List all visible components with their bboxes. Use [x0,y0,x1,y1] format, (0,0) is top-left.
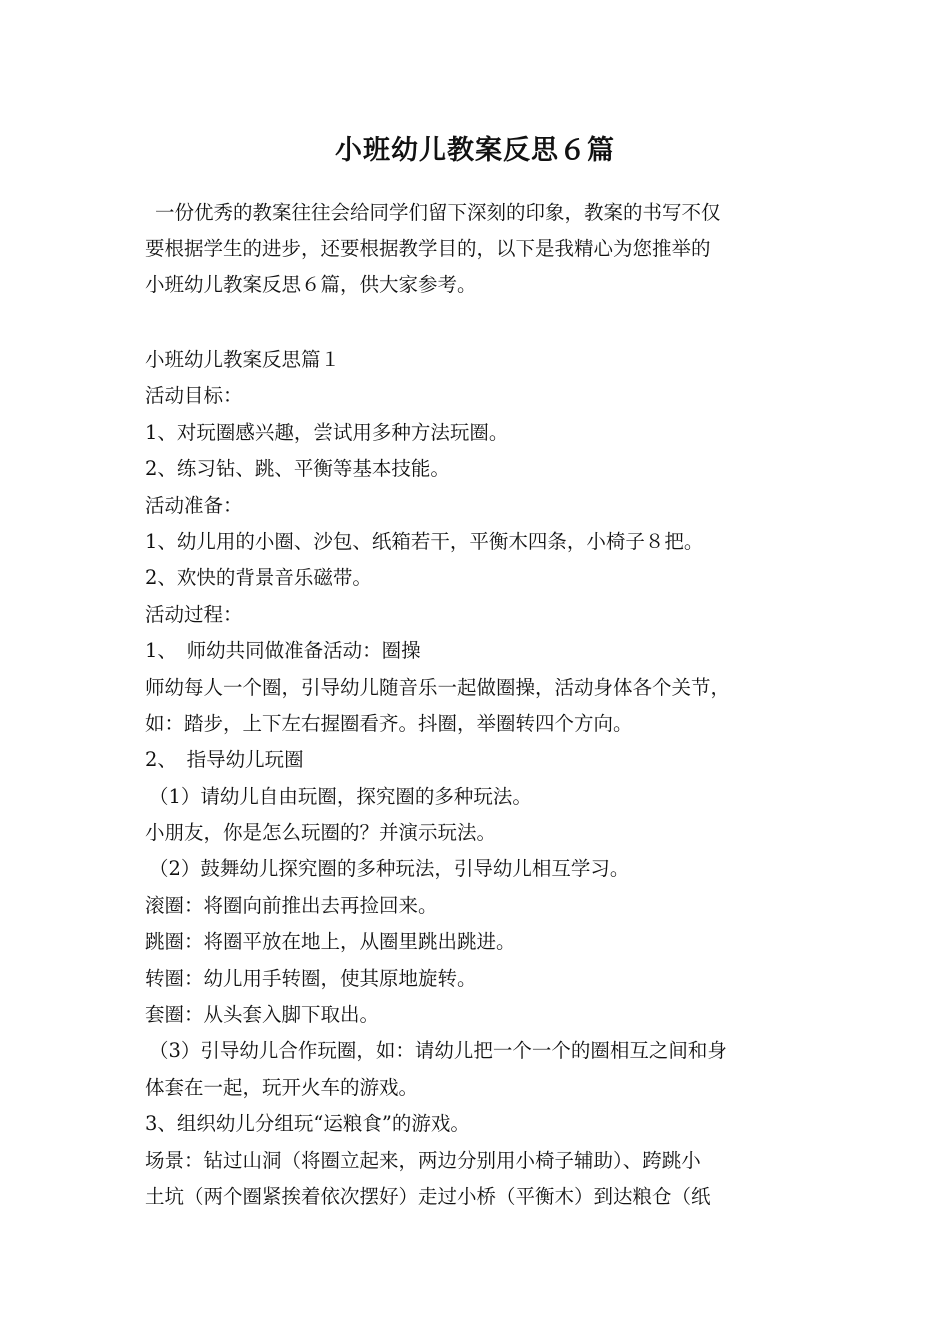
text-line: 1、对玩圈感兴趣，尝试用多种方法玩圈。 [145,420,509,444]
text-line: 如：踏步，上下左右握圈看齐。抖圈，举圈转四个方向。 [145,711,633,735]
text-line: 转圈：幼儿用手转圈，使其原地旋转。 [145,966,477,990]
subheading: 活动过程： [145,602,243,626]
text-line: 2、练习钻、跳、平衡等基本技能。 [145,457,450,481]
text-line: 跳圈：将圈平放在地上，从圈里跳出跳进。 [145,930,516,954]
text-line: 体套在一起，玩开火车的游戏。 [145,1075,419,1099]
text-line: 小朋友，你是怎么玩圈的？并演示玩法。 [145,821,497,845]
document-body [145,342,825,1215]
text-line: 师幼每人一个圈，引导幼儿随音乐一起做圈操，活动身体各个关节， [145,675,731,699]
text-line: （3）引导幼儿合作玩圈，如：请幼儿把一个一个的圈相互之间和身 [149,1039,727,1063]
subheading: 活动目标： [145,384,243,408]
text-line: 套圈：从头套入脚下取出。 [145,1003,380,1027]
subheading: 活动准备： [145,493,243,517]
intro-paragraph [145,195,810,303]
text-line: 2、欢快的背景音乐磁带。 [145,566,372,590]
text-line: 3、组织幼儿分组玩“运粮食”的游戏。 [145,1112,470,1136]
text-line: 1、幼儿用的小圈、沙包、纸箱若干，平衡木四条，小椅子８把。 [145,529,704,553]
text-line: 滚圈：将圈向前推出去再捡回来。 [145,893,438,917]
text-line: 2、 指导幼儿玩圈 [145,748,304,772]
intro-line: 小班幼儿教案反思６篇，供大家参考。 [145,273,477,296]
text-line: （2）鼓舞幼儿探究圈的多种玩法，引导幼儿相互学习。 [149,857,630,881]
text-line: 土坑（两个圈紧挨着依次摆好）走过小桥（平衡木）到达粮仓（纸 [145,1184,711,1208]
intro-line: 一份优秀的教案往往会给同学们留下深刻的印象，教案的书写不仅 [155,201,721,224]
section-heading: 小班幼儿教案反思篇１ [145,348,341,371]
intro-line: 要根据学生的进步，还要根据教学目的，以下是我精心为您推举的 [145,237,711,260]
text-line: 1、 师幼共同做准备活动：圈操 [145,639,421,663]
text-line: 场景：钻过山洞（将圈立起来，两边分别用小椅子辅助）、跨跳小 [145,1148,701,1172]
text-line: （1）请幼儿自由玩圈，探究圈的多种玩法。 [149,784,532,808]
document-title: 小班幼儿教案反思６篇 [335,135,615,166]
